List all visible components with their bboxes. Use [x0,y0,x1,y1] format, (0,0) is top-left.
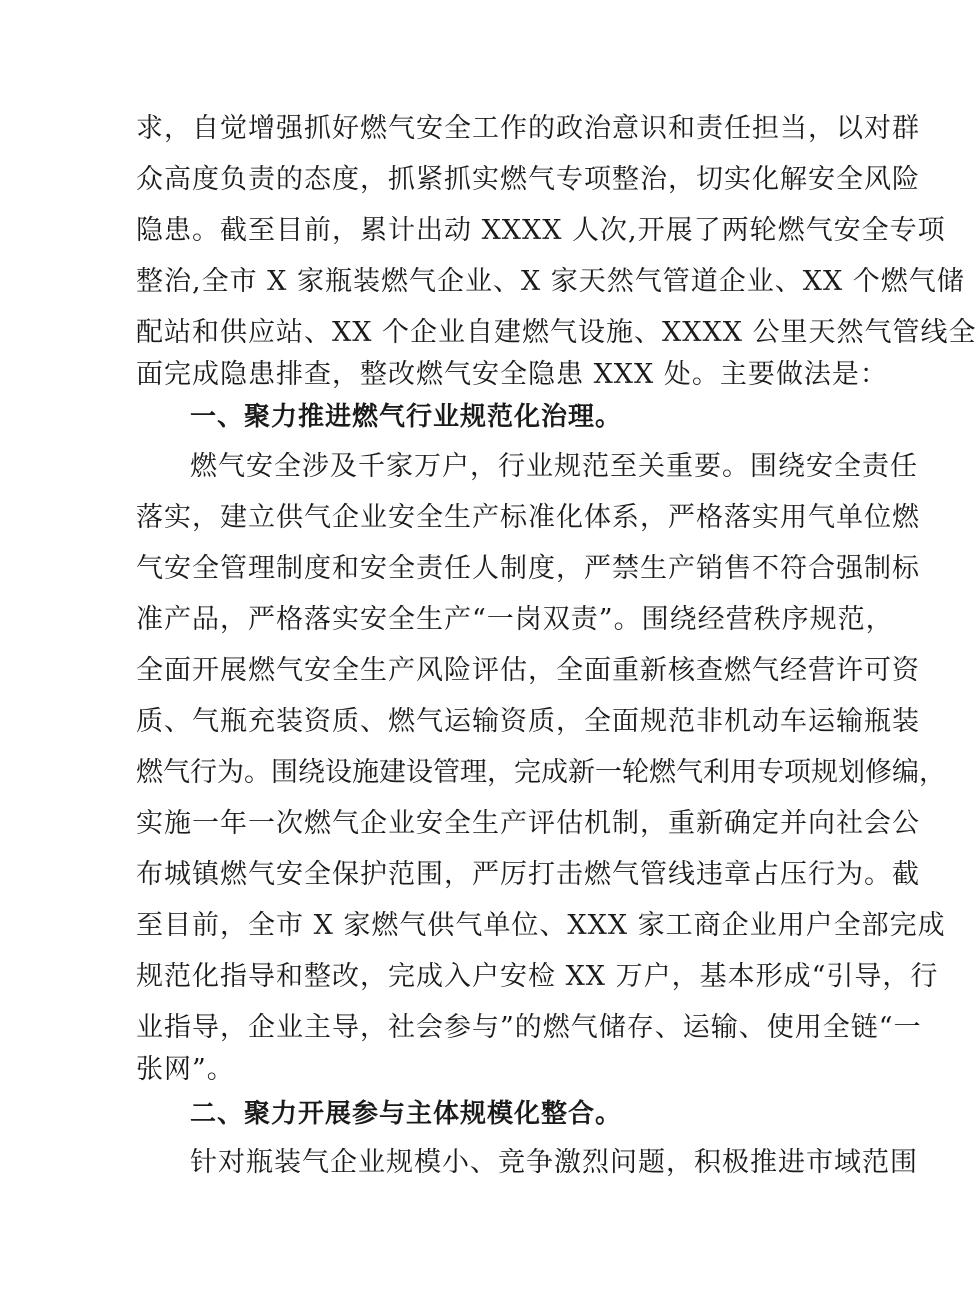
body-text-line: 配站和供应站、XX 个企业自建燃气设施、XXXX 公里天然气管线全 [136,317,977,348]
body-text-line: 隐患。截至目前，累计出动 XXXX 人次,开展了两轮燃气安全专项 [136,215,946,246]
body-text-line: 气安全管理制度和安全责任人制度，严禁生产销售不符合强制标 [136,553,920,584]
section-heading-1: 一、聚力推进燃气行业规范化治理。 [190,402,623,432]
section-heading-2: 二、聚力开展参与主体规模化整合。 [190,1099,623,1129]
body-text-line: 质、气瓶充装资质、燃气运输资质，全面规范非机动车运输瓶装 [136,706,920,737]
body-text-line: 全面开展燃气安全生产风险评估，全面重新核查燃气经营许可资 [136,655,920,686]
body-text-line: 整治,全市 X 家瓶装燃气企业、X 家天然气管道企业、XX 个燃气储 [136,266,965,297]
body-text-line: 落实，建立供气企业安全生产标准化体系，严格落实用气单位燃 [136,502,920,533]
body-text-line: 求，自觉增强抓好燃气安全工作的政治意识和责任担当，以对群 [136,113,920,144]
body-text-line: 燃气行为。围绕设施建设管理，完成新一轮燃气利用专项规划修编， [136,757,946,788]
body-text-line: 至目前，全市 X 家燃气供气单位、XXX 家工商企业用户全部完成 [136,910,946,941]
body-text-line: 规范化指导和整改，完成入户安检 XX 万户，基本形成“引导，行 [136,961,939,992]
body-text-line: 准产品，严格落实安全生产“一岗双责”。围绕经营秩序规范， [136,604,894,635]
body-text-line: 布城镇燃气安全保护范围，严厉打击燃气管线违章占压行为。截 [136,859,920,890]
paragraph-first-line: 针对瓶装气企业规模小、竞争激烈问题，积极推进市域范围 [190,1147,918,1178]
body-text-line: 面完成隐患排查，整改燃气安全隐患 XXX 处。主要做法是： [136,359,888,390]
body-text-line: 业指导，企业主导，社会参与”的燃气储存、运输、使用全链“一 [136,1012,922,1043]
paragraph-first-line: 燃气安全涉及千家万户，行业规范至关重要。围绕安全责任 [190,451,918,482]
body-text-line: 张网”。 [136,1054,235,1085]
body-text-line: 实施一年一次燃气企业安全生产评估机制，重新确定并向社会公 [136,808,920,839]
body-text-line: 众高度负责的态度，抓紧抓实燃气专项整治，切实化解安全风险 [136,164,920,195]
